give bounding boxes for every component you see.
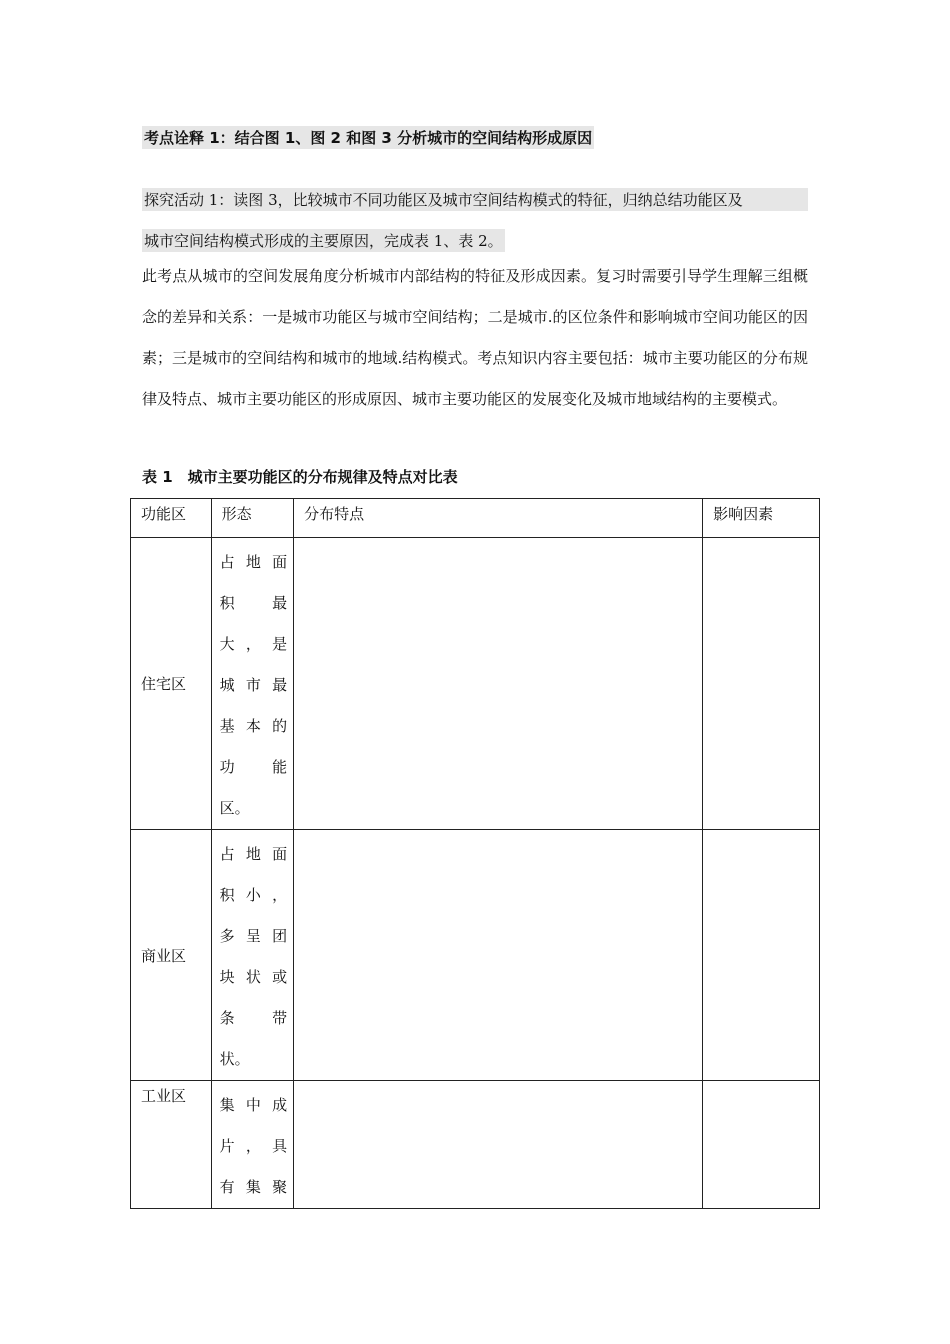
comparison-table <box>130 498 820 1209</box>
header-cell <box>294 499 703 538</box>
header-cell <box>703 499 820 538</box>
table-header-row <box>131 499 820 538</box>
header-shape: 形态 <box>221 505 252 523</box>
section-heading: 考点诠释 1：结合图 1、图 2 和图 3 分析城市的空间结构形成原因 <box>142 126 594 149</box>
header-zone: 功能区 <box>141 505 187 523</box>
header-cell <box>131 499 212 538</box>
shape-line: 区。 <box>219 799 250 817</box>
shape-line: 集中成 <box>219 1096 288 1114</box>
zone-cell <box>131 538 212 830</box>
shape-line: 功 能 <box>219 758 288 776</box>
table-row <box>131 538 820 830</box>
body-paragraph: 此考点从城市的空间发展角度分析城市内部结构的特征及形成因素。复习时需要引导学生理解三组概念的差异和关系：一是城市功能区与城市空间结构；二是城市.的区位条件和影响城市空间功能区的因素；三是城市的空间结构和城市的地域.结构模式。考点知识内容主要包括：城市主要功能区的分布规律及特点、城市主要功能区的形成原因、城市主要功能区的发展变化及城市地域结构的主要模式。 <box>142 267 808 408</box>
shape-cell <box>211 1081 294 1209</box>
shape-line: 积 最 <box>219 594 288 612</box>
distribution-cell[interactable] <box>294 1081 703 1209</box>
table-row <box>131 830 820 1081</box>
factors-cell[interactable] <box>703 1081 820 1209</box>
shape-line: 占地面 <box>219 845 288 863</box>
shape-line: 状。 <box>219 1050 250 1068</box>
zone-label: 工业区 <box>141 1087 187 1105</box>
shape-line: 片，具 <box>219 1137 288 1155</box>
shape-line: 有集聚 <box>219 1178 288 1196</box>
shape-line: 城市最 <box>219 676 288 694</box>
header-distribution: 分布特点 <box>304 505 365 523</box>
shape-cell <box>211 538 294 830</box>
zone-cell <box>131 1081 212 1209</box>
zone-cell <box>131 830 212 1081</box>
header-factors: 影响因素 <box>713 505 774 523</box>
shape-line: 多呈团 <box>219 927 288 945</box>
factors-cell[interactable] <box>703 538 820 830</box>
activity-line-1: 探究活动 1：读图 3，比较城市不同功能区及城市空间结构模式的特征，归纳总结功能区及 <box>142 188 808 211</box>
shape-line: 块状或 <box>219 968 288 986</box>
distribution-cell[interactable] <box>294 830 703 1081</box>
factors-cell[interactable] <box>703 830 820 1081</box>
zone-label: 商业区 <box>141 946 187 965</box>
shape-cell <box>211 830 294 1081</box>
zone-label: 住宅区 <box>141 675 187 693</box>
header-cell <box>211 499 294 538</box>
shape-line: 占地面 <box>219 553 288 571</box>
shape-line: 大，是 <box>219 635 288 653</box>
table-row <box>131 1081 820 1209</box>
shape-line: 基本的 <box>219 717 288 735</box>
shape-line: 条 带 <box>219 1009 288 1027</box>
activity-line-2: 城市空间结构模式形成的主要原因，完成表 1、表 2。 <box>142 229 505 252</box>
table-caption: 表 1 城市主要功能区的分布规律及特点对比表 <box>142 468 458 486</box>
shape-line: 积小， <box>219 886 288 904</box>
distribution-cell[interactable] <box>294 538 703 830</box>
